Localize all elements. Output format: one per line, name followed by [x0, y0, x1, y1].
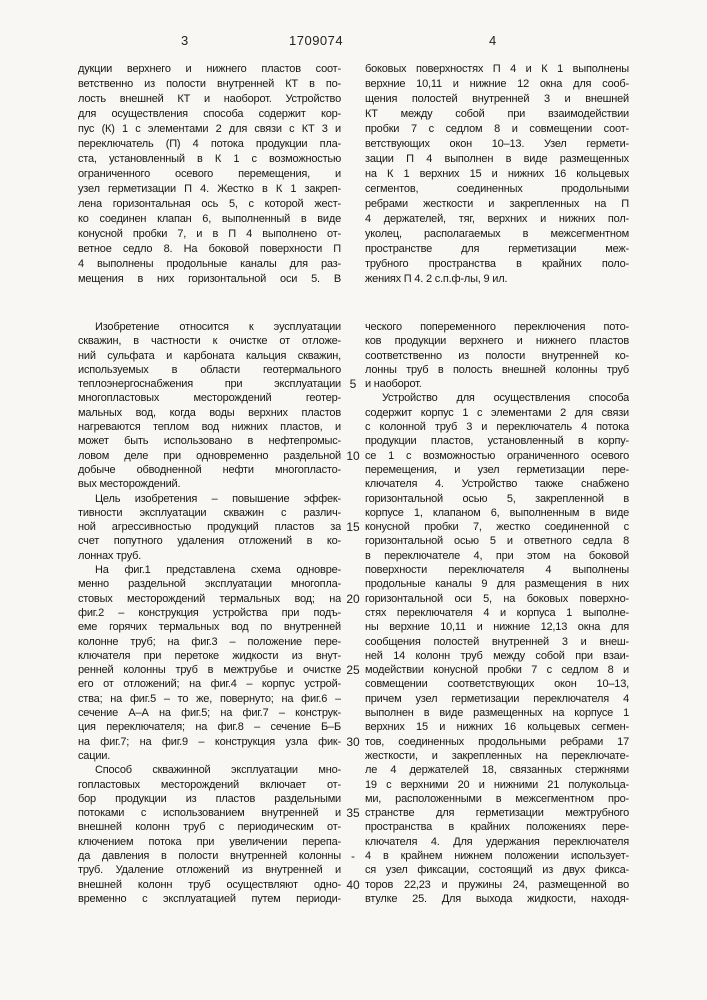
text-line: труб. Удаление отложений из внутренней и: [78, 864, 341, 877]
text-line: совмещении соответствующих окон 10–13,: [365, 678, 629, 691]
text-line: узел герметизации П 4. Жестко в К 1 закреп-: [78, 183, 341, 195]
text-line: поверхности переключателя 4 выполнены: [365, 564, 629, 577]
gutter-slot: [341, 863, 365, 877]
text-line: зации П 4 выполнен в виде размещенных: [365, 153, 629, 165]
text-line: конусной пробки 7, жестко соединенной с: [365, 521, 629, 534]
text-line: ловом деле при одновременно раздельной: [78, 449, 341, 462]
text-line: сечение А–А на фиг.5; на фиг.7 – конструк-: [78, 707, 341, 720]
text-line: ключателя при перетоке жидкости из внут-: [78, 649, 341, 662]
text-line: ний сульфата и карбоната кальция скважин,: [78, 349, 341, 362]
line-number: 25: [346, 663, 360, 678]
text-line: уколец, располагаемых в межсегментном: [365, 228, 629, 240]
line-number: 20: [346, 591, 360, 606]
gutter-slot: [341, 706, 365, 720]
text-line: продукции пластов, установленный в корпу-: [365, 435, 629, 448]
line-number: 40: [346, 877, 360, 892]
text-line: сегментов, соединенных продольными: [365, 183, 629, 195]
text-line: используемых в области геотермального: [78, 363, 341, 376]
text-line: потоками с использованием внутренней и: [78, 807, 341, 820]
text-line: нагреваются теплом вод нижних пластов, и: [78, 421, 341, 434]
text-line: мещения в них горизонтальной оси 5. В: [78, 273, 341, 285]
text-line: се 1 с возможностью ограниченного осевого: [365, 449, 629, 462]
gutter-slot: [341, 677, 365, 691]
text-line: содержит корпус 1 с элементами 2 для связи: [365, 406, 629, 419]
text-line: стовых месторождений термальных вод; на: [78, 592, 341, 605]
text-line: лость внешней КТ и наоборот. Устройство: [78, 93, 341, 105]
gutter-slot: [341, 892, 365, 906]
text-line: ны верхние 10,11 и нижние 12,13 окна для: [365, 621, 629, 634]
text-line: пространстве для герметизации меж-: [365, 243, 629, 255]
text-line: ветствующих окон 10–13. Узел гермети-: [365, 138, 629, 150]
gutter-slot: [341, 434, 365, 448]
description-right-column: [365, 320, 629, 906]
text-line: жесткости, и закрепленных на переключате-: [365, 749, 629, 762]
text-line: ребрами жесткости и закрепленных на П: [365, 198, 629, 210]
text-line: колонне труб; на фиг.3 – положение пере-: [78, 635, 341, 648]
text-line: верхних 15 и нижних 16 кольцевых сегмен-: [365, 721, 629, 734]
text-line: пространства в крайних положениях пере-: [365, 821, 629, 834]
text-line: ветственно из полости внутренней КТ в по-: [78, 78, 341, 90]
gutter-slot: [341, 563, 365, 577]
gutter-slot: [341, 606, 365, 620]
text-line: Изобретение относится к эусплуатации: [95, 321, 341, 333]
line-number: 35: [346, 806, 360, 821]
line-number-gutter: [341, 320, 365, 906]
text-line: ветное седло 8. На боковой поверхности П: [78, 243, 341, 255]
text-line: конусной пробки 7, и в П 4 выполнено от-: [78, 228, 341, 240]
text-line: тов, соединенных продольными ребрами 17: [365, 735, 629, 748]
gutter-dash: -: [351, 848, 355, 863]
text-line: 4 держателей, тяг, верхних и нижних пол-: [365, 213, 629, 225]
text-line: еме горячих термальных вод по внутренней: [78, 621, 341, 634]
text-line: странстве для герметизации межтрубного: [365, 807, 629, 820]
gutter-slot: [341, 835, 365, 849]
gutter-slot: [341, 420, 365, 434]
text-line: лоннах труб.: [78, 549, 142, 562]
gutter-slot: [341, 720, 365, 734]
line-number: 15: [346, 520, 360, 535]
text-line: скважин, в частности к очистке от отложе-: [78, 335, 341, 348]
text-line: ключателя 4. Устройство также снабжено: [365, 478, 629, 491]
text-line: бор продукции из пластов раздельными: [78, 792, 341, 805]
text-line: может быть использовано в нефтепромыс-: [78, 435, 341, 448]
text-line: в переключателе 4, при этом на боковой: [365, 549, 629, 562]
text-line: многопластовых месторождений геотер-: [78, 392, 341, 405]
gutter-slot: [341, 763, 365, 777]
text-line: пус (К) 1 с элементами 2 для связи с КТ 3 и: [78, 123, 341, 135]
text-line: с колонной труб 3 и переключатель 4 потока: [365, 421, 629, 434]
gutter-slot: [341, 363, 365, 377]
gutter-slot: [341, 792, 365, 806]
text-line: сообщения полостей внутренней 3 и внеш-: [365, 635, 629, 648]
text-line: внешней колонн труб осуществляют одно-: [78, 878, 341, 891]
abstract-section: [78, 62, 629, 287]
gutter-slot: [341, 506, 365, 520]
text-line: 4 в крайнем нижнем положении использует-: [365, 849, 629, 862]
text-line: его от отложений; на фиг.4 – корпус устрой-: [78, 678, 341, 691]
text-line: лена горизонтальная ось 5, с которой жест-: [78, 198, 341, 210]
text-line: торов 22,23 и пружины 24, размещенной во: [365, 878, 629, 891]
text-line: щения полостей внутренней 3 и внешней: [365, 93, 629, 105]
description-section: [78, 320, 629, 906]
gutter-slot: [341, 477, 365, 491]
text-line: ста, установленный в К 1 с возможностью: [78, 153, 341, 165]
text-line: на К 1 верхних 15 и нижних 16 кольцевых: [365, 168, 629, 180]
text-line: соответственно из полости внутренней ко-: [365, 349, 629, 362]
text-line: менно раздельной эксплуатации многопла-: [78, 578, 341, 591]
gutter-slot: [341, 749, 365, 763]
text-line: КТ между собой при взаимодействии: [365, 108, 629, 120]
text-line: боковых поверхностях П 4 и К 1 выполнены: [365, 63, 629, 75]
gutter-slot: [341, 391, 365, 405]
gutter-slot: [341, 549, 365, 563]
text-line: корпусе 1, клапаном 6, выполненным в виде: [365, 506, 629, 519]
text-line: ограниченного осевого перемещения, и: [78, 168, 341, 180]
text-line: ле 4 держателей 18, связанных стержнями: [365, 764, 629, 777]
text-line: перемещения, и узел герметизации пере-: [365, 463, 629, 476]
text-line: модействии конусной пробки 7 с седлом 8 и: [365, 664, 629, 677]
text-line: причем узел герметизации переключателя 4: [365, 692, 629, 705]
text-line: горизонтальной осью 5 и ответного седла 8: [365, 535, 629, 548]
gutter-slot: [341, 492, 365, 506]
gutter-slot: [341, 820, 365, 834]
text-line: ми, расположенными в межсегментном про-: [365, 792, 629, 805]
gutter-slot: [341, 577, 365, 591]
description-left-column: [78, 320, 341, 906]
text-line: ключателя 4. Для удержания переключателя: [365, 835, 629, 848]
abstract-left-column: [78, 62, 341, 287]
page-number-left: 3: [181, 33, 189, 48]
text-line: тивности эксплуатации скважин с различ-: [78, 506, 341, 519]
gutter-slot: [341, 349, 365, 363]
text-line: втулке 25. Для выхода жидкости, находя-: [365, 892, 629, 905]
text-line: 19 с верхними 20 и нижними 21 полукольца-: [365, 778, 629, 791]
text-line: на фиг.7; на фиг.9 – конструкция узла фик-: [78, 735, 341, 748]
text-line: пробки 7 с седлом 8 и совмещении соот-: [365, 123, 629, 135]
gutter-slot: [341, 406, 365, 420]
text-line: стях переключателя 4 и корпуса 1 выполне-: [365, 606, 629, 619]
gutter-slot: [341, 320, 365, 334]
text-line: На фиг.1 представлена схема одновре-: [95, 564, 341, 577]
text-line: Цель изобретения – повышение эффек-: [95, 492, 341, 505]
text-line: горизонтальной осью 5, закрепленной в: [365, 492, 629, 505]
text-line: лонны труб в полость внешней колонны труб: [365, 363, 629, 376]
text-line: трубного пространства в крайних поло-: [365, 258, 629, 270]
text-line: Устройство для осуществления способа: [382, 392, 629, 405]
text-line: ства; на фиг.5 – то же, повернуто; на фиг.6 –: [78, 692, 341, 705]
text-line: теплоэнергоснабжения при эксплуатации: [78, 378, 341, 391]
gutter-slot: [341, 334, 365, 348]
page-number-right: 4: [489, 33, 497, 48]
patent-number: 1709074: [289, 33, 344, 48]
line-number: 10: [346, 448, 360, 463]
text-line: горизонтальной оси 5, на боковых поверхно-: [365, 592, 629, 605]
text-line: счет попутного удаления отложений в ко-: [78, 535, 341, 548]
text-line: ней 14 колонн труб между собой при взаи-: [365, 649, 629, 662]
gutter-slot: [341, 635, 365, 649]
text-line: ческого попеременного переключения пото-: [365, 321, 629, 333]
text-line: сации.: [78, 749, 111, 762]
text-line: жениях П 4. 2 с.п.ф-лы, 9 ил.: [365, 273, 508, 285]
text-line: выполнен в виде размещенных на корпусе 1: [365, 707, 629, 720]
text-line: вых месторождений.: [78, 478, 181, 491]
text-line: дукции верхнего и нижнего пластов соот-: [78, 63, 341, 75]
text-line: внешней колонн труб с периодическим от-: [78, 821, 341, 834]
text-line: фиг.2 – конструкция устройства при подъ-: [78, 606, 341, 619]
text-line: для осуществления способа содержит кор-: [78, 108, 341, 120]
line-number: 5: [349, 377, 357, 392]
gutter-slot: [341, 463, 365, 477]
text-line: ков продукции верхнего и нижнего пластов: [365, 335, 629, 348]
text-line: мальных вод, когда воды верхних пластов: [78, 406, 341, 419]
line-number: 30: [346, 734, 360, 749]
text-line: ной агрессивностью продукций пластов за: [78, 521, 341, 534]
gutter-slot: [341, 649, 365, 663]
abstract-right-column: [365, 62, 629, 287]
text-line: ко соединен клапан 6, выполненный в виде: [78, 213, 341, 225]
text-line: и наоборот.: [365, 378, 422, 391]
text-line: переключатель (П) 4 потока продукции пла-: [78, 138, 341, 150]
text-line: добыче обводненной нефти многопласто-: [78, 463, 341, 476]
text-line: верхние 10,11 и нижние 12 окна для сооб-: [365, 78, 629, 90]
gutter-slot: [341, 778, 365, 792]
text-line: гопластовых месторождений включает от-: [78, 778, 341, 791]
text-line: ключением потока при увеличении перепа-: [78, 835, 341, 848]
text-line: ся узел фиксации, состоящий из двух фикса-: [365, 864, 629, 877]
text-line: ренней колонны труб в межтрубье и очистке: [78, 664, 341, 677]
text-line: да давления в полости внутренней колонны: [78, 849, 341, 862]
gutter-slot: [341, 620, 365, 634]
text-line: Способ скважинной эксплуатации мно-: [95, 764, 341, 777]
gutter-slot: [341, 534, 365, 548]
text-line: продольные каналы 9 для размещения в них: [365, 578, 629, 591]
gutter-slot: [341, 692, 365, 706]
text-line: ция переключателя; на фиг.8 – сечение Б–Б: [78, 721, 341, 734]
text-line: временно с эксплуатацией путем периоди-: [78, 892, 341, 905]
text-line: 4 выполнены продольные каналы для раз-: [78, 258, 341, 270]
